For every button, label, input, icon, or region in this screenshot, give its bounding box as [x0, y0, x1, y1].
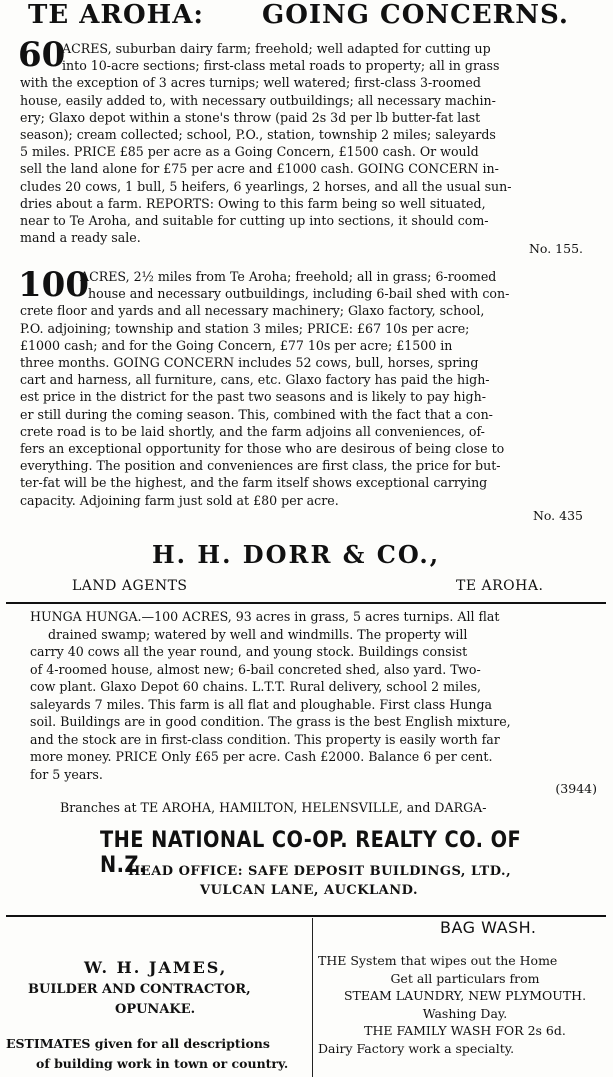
agency-name: H. H. DORR & CO., [152, 540, 441, 569]
bag-wash-line: THE FAMILY WASH FOR 2s 6d. [364, 1023, 566, 1038]
header-title-right: GOING CONCERNS. [262, 0, 569, 30]
ad1-body [18, 35, 586, 246]
ad1-line: ery; Glaxo depot within a stone's throw (paid 2s 3d per lb butter-fat last [20, 109, 481, 125]
ad1-line: dries about a farm. REPORTS: Owing to this farm being so well situated, [20, 195, 486, 211]
ad1-line: 5 miles. PRICE £85 per acre as a Going Concern, £1500 cash. Or would [20, 144, 479, 160]
ad1-line: season); cream collected; school, P.O., station, township 2 miles; saleyards [20, 127, 496, 143]
branches-line: Branches at TE AROHA, HAMILTON, HELENSVILLE, and DARGA- [60, 800, 487, 815]
hunga-line: and the stock are in first-class condition. This property is easily worth far [30, 731, 500, 747]
ad1-line: sell the land alone for £75 per acre and £1000 cash. GOING CONCERN in- [20, 161, 499, 177]
hunga-line: for 5 years. [30, 766, 103, 782]
hunga-reference: (3944) [555, 781, 597, 796]
ad2-line: £1000 cash; and for the Going Concern, £77 10s per acre; £1500 in [20, 337, 453, 353]
ad2-line: fers an exceptional opportunity for those who are desirous of being close to [20, 441, 505, 457]
ad2-line: est price in the district for the past two seasons and is likely to pay high- [20, 389, 486, 405]
ad1-line: ACRES, suburban dairy farm; freehold; well adapted for cutting up [62, 41, 491, 56]
ad2-line: ter-fat will be the highest, and the farm itself shows exceptional carrying [20, 475, 488, 491]
ad2-line: house and necessary outbuildings, including 6-bail shed with con- [88, 286, 510, 302]
ad2-acre-number: 100 [18, 265, 89, 305]
bag-wash-line: Washing Day. [422, 1005, 508, 1021]
ad2-line: crete floor and yards and all necessary machinery; Glaxo factory, school, [20, 303, 485, 319]
ad1-line: into 10-acre sections; first-class metal roads to property; all in grass [62, 58, 500, 74]
bag-wash-line: THE System that wipes out the Home [318, 953, 558, 968]
ad2-line: three months. GOING CONCERN includes 52 cows, bull, horses, spring [20, 355, 479, 371]
ad1-line: house, easily added to, with necessary outbuildings; all necessary machin- [20, 92, 496, 108]
ad1-reference: No. 155. [528, 241, 583, 256]
bag-wash-line: Get all particulars from [390, 970, 540, 986]
hunga-line: saleyards 7 miles. This farm is all flat and ploughable. First class Hunga [30, 696, 493, 712]
builder-trade: BUILDER AND CONTRACTOR, [28, 982, 251, 997]
hunga-line: carry 40 cows all the year round, and young stock. Buildings consist [30, 644, 468, 659]
head-office-line-2: VULCAN LANE, AUCKLAND. [200, 883, 418, 898]
hunga-ad-body [30, 608, 598, 783]
ad2-line: capacity. Adjoining farm just sold at £80 per acre. [20, 492, 339, 508]
hunga-line: of 4-roomed house, almost new; 6-bail concreted shed, also yard. Two- [30, 661, 481, 677]
hunga-line: more money. PRICE Only £65 per acre. Cash £2000. Balance 6 per cent. [30, 749, 493, 764]
hunga-line: drained swamp; watered by well and windmills. The property will [48, 626, 468, 642]
bag-wash-line: STEAM LAUNDRY, NEW PLYMOUTH. [343, 988, 587, 1003]
hunga-line: HUNGA HUNGA.—100 ACRES, 93 acres in grass, 5 acres turnips. All flat [30, 609, 500, 624]
ad2-line: crete road is to be laid shortly, and the farm adjoins all conveniences, of- [20, 423, 485, 439]
company-name: THE NATIONAL CO-OP. REALTY CO. OF N.Z. [100, 828, 522, 878]
ad1-acre-number: 60 [18, 35, 66, 75]
ad2-reference: No. 435 [532, 508, 583, 523]
column-divider [312, 918, 313, 1077]
builder-town: OPUNAKE. [115, 1002, 196, 1017]
agency-subtitle: LAND AGENTS [72, 578, 188, 594]
ad1-line: with the exception of 3 acres turnips; well watered; first-class 3-roomed [20, 75, 481, 91]
hunga-line: soil. Buildings are in good condition. The grass is the best English mixture, [30, 714, 511, 729]
ad1-line: near to Te Aroha, and suitable for cutting up into sections, it should com- [20, 213, 489, 229]
section-divider [6, 602, 606, 604]
bag-wash-body [318, 952, 612, 1057]
bag-wash-line: Dairy Factory work a specialty. [318, 1040, 515, 1056]
agency-location: TE AROHA. [456, 578, 544, 594]
ad2-line: P.O. adjoining; township and station 3 miles; PRICE: £67 10s per acre; [20, 320, 470, 336]
ad2-line: everything. The position and conveniences are first class, the price for but- [20, 458, 501, 474]
ad2-line: er still during the coming season. This, combined with the fact that a con- [20, 406, 493, 422]
hunga-line: cow plant. Glaxo Depot 60 chains. L.T.T. Rural delivery, school 2 miles, [30, 679, 482, 694]
ad2-line: cart and harness, all furniture, cans, etc. Glaxo factory has paid the high- [20, 372, 490, 388]
estimates-line: of building work in town or country. [36, 1056, 289, 1071]
section-divider [6, 915, 606, 917]
builder-name: W. H. JAMES, [84, 958, 228, 977]
bag-wash-title: BAG WASH. [440, 918, 537, 937]
header-title-left: TE AROHA: [28, 0, 204, 30]
head-office-line-1: HEAD OFFICE: SAFE DEPOSIT BUILDINGS, LTD., [128, 864, 512, 879]
ad2-body [18, 265, 586, 509]
ad1-line: cludes 20 cows, 1 bull, 5 heifers, 6 yearlings, 2 horses, and all the usual sun- [20, 178, 512, 194]
builder-estimates [6, 1034, 288, 1074]
ad2-line: ACRES, 2½ miles from Te Aroha; freehold; all in grass; 6-roomed [80, 269, 497, 284]
ad1-line: mand a ready sale. [20, 230, 141, 246]
estimates-line: ESTIMATES given for all descriptions [6, 1036, 270, 1051]
